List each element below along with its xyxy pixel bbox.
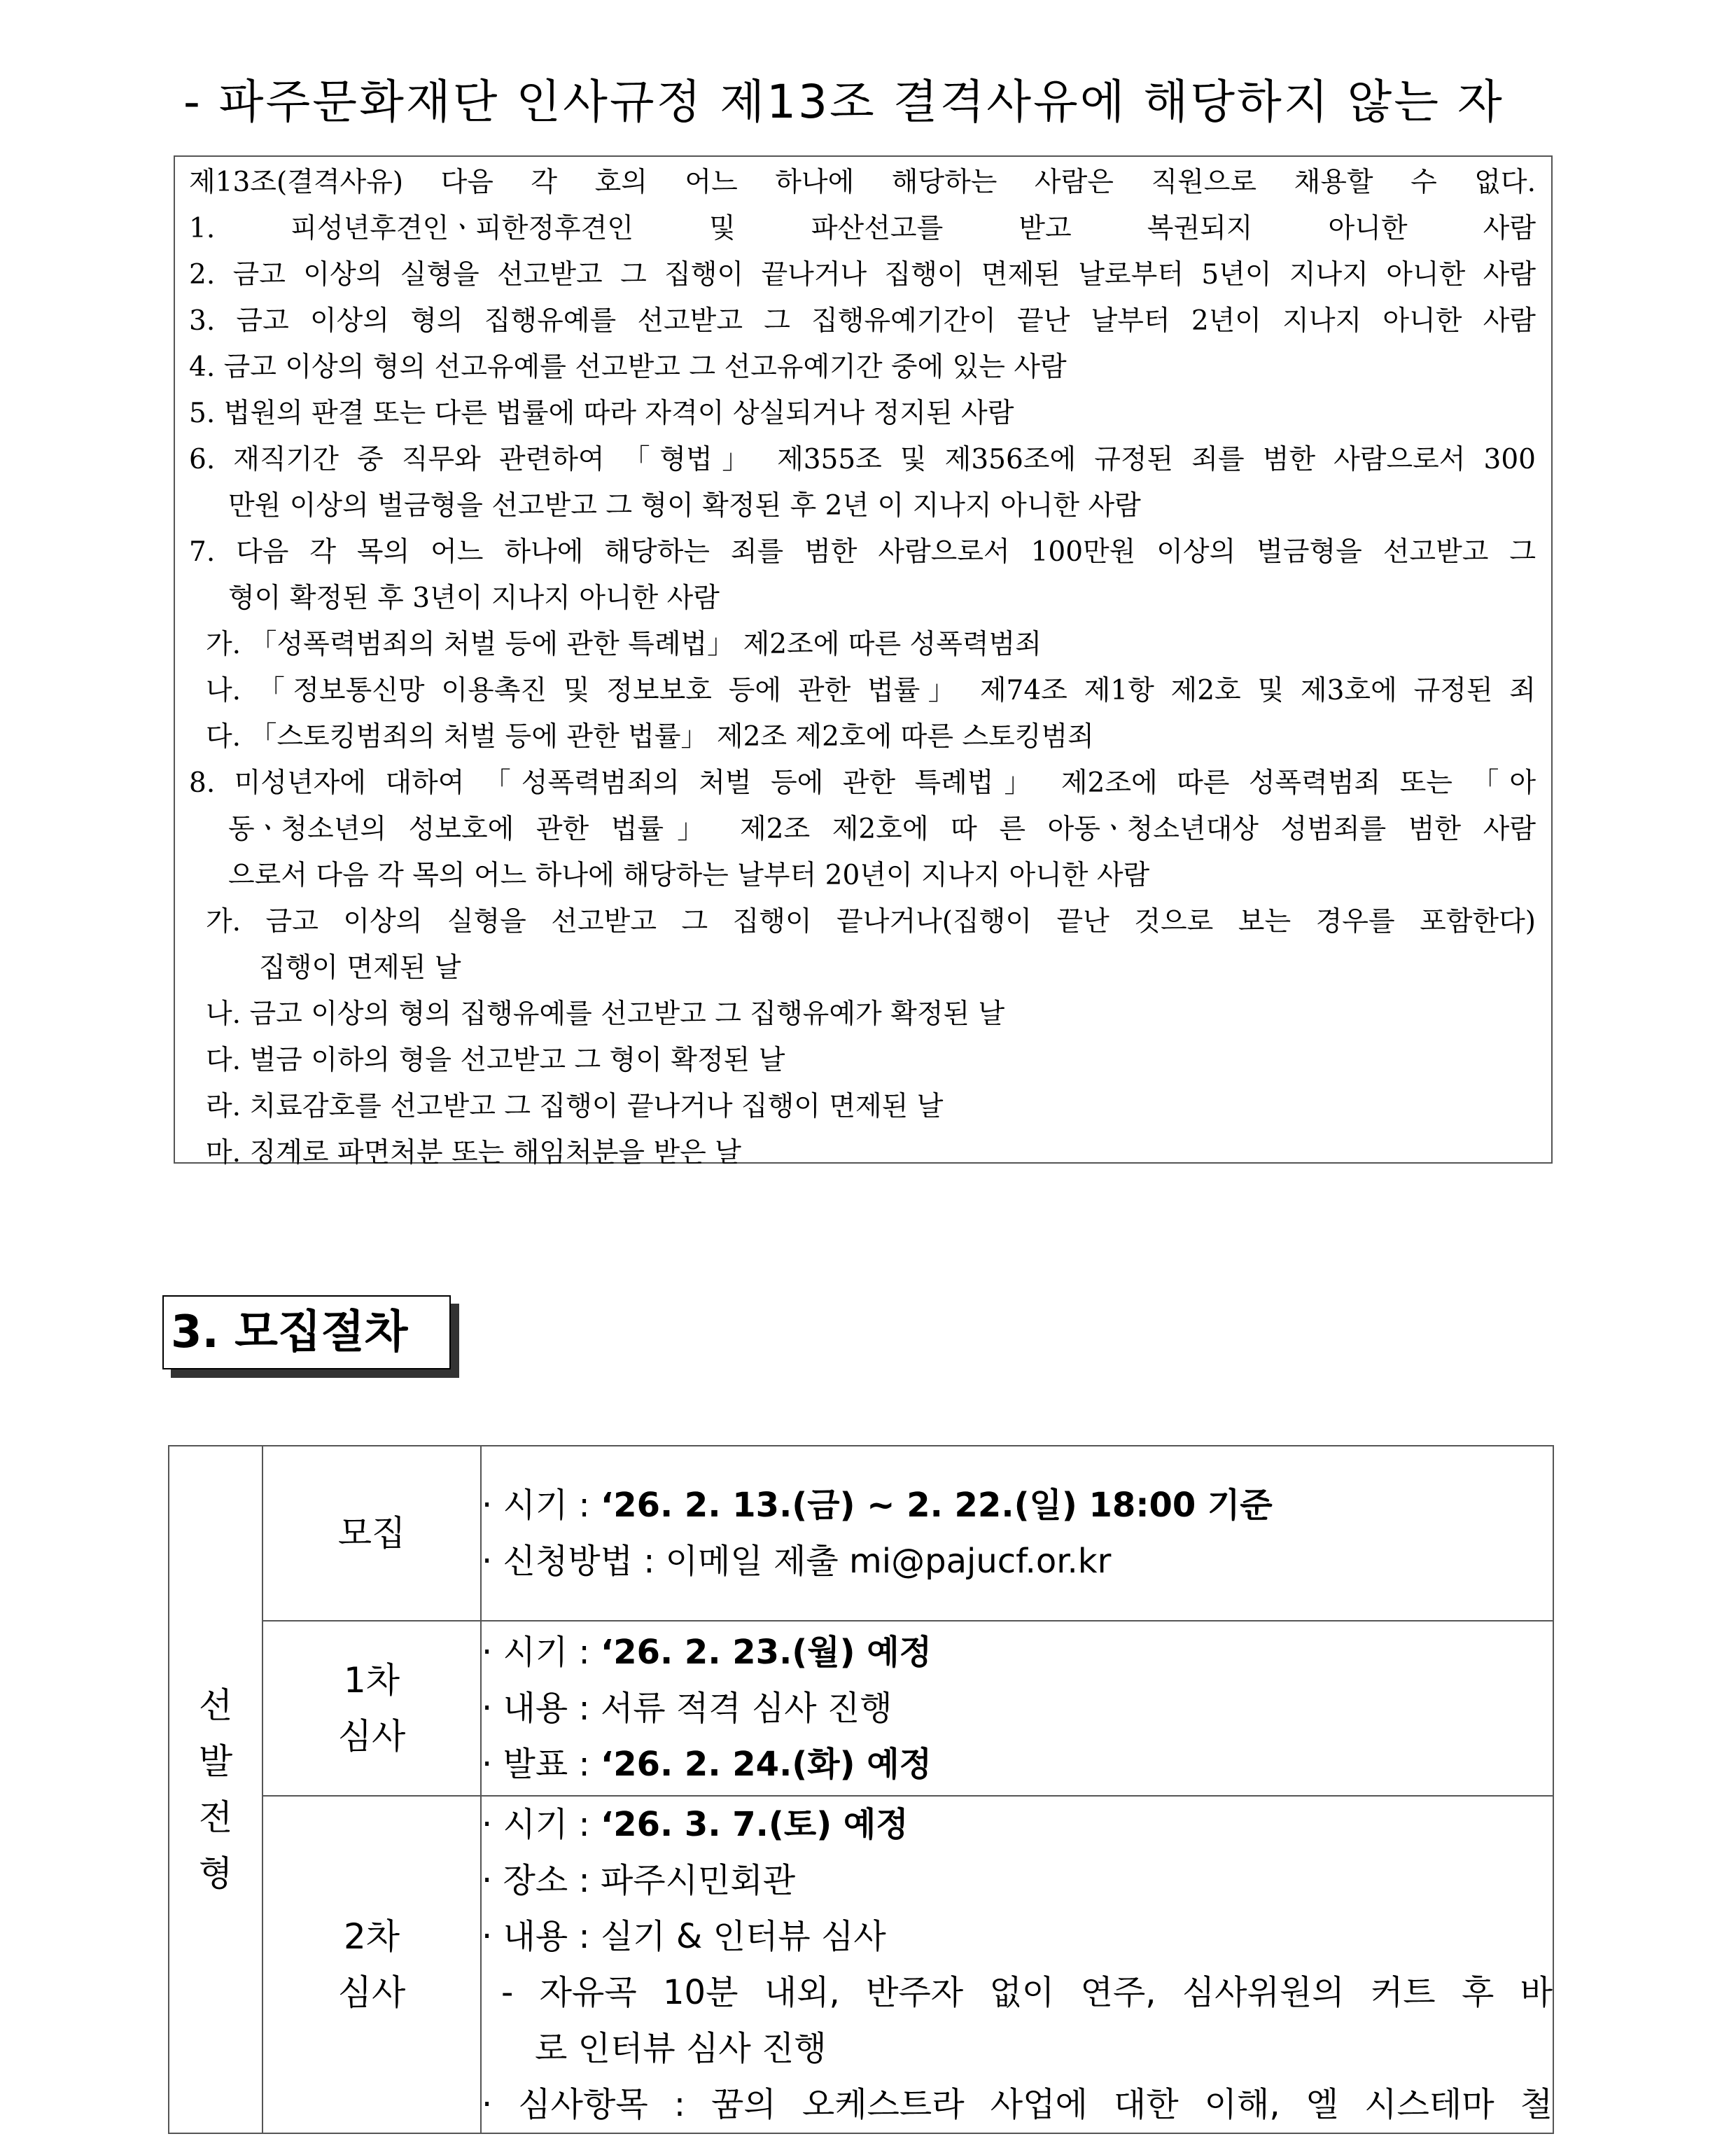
- announcement-label: · 발표 :: [482, 1745, 601, 1784]
- clause-5: 5. 법원의 판결 또는 다른 법률에 따라 자격이 상실되거나 정지된 사람: [189, 398, 1014, 429]
- first-review-details: [481, 1621, 1553, 1796]
- clause-8: 8. 미성년자에 대하여 「성폭력범죄의 처벌 등에 관한 특례법」 제2조에 따른 성폭력범죄 또는 「아: [189, 767, 1536, 799]
- table-row: [169, 1796, 1553, 2133]
- second-review-detail-2: 로 인터뷰 심사 진행: [535, 2029, 827, 2068]
- group-char: 형: [198, 1853, 233, 1894]
- clause-7-cont: 형이 확정된 후 3년이 지나지 아니한 사람: [228, 583, 720, 614]
- clause-8-na: 나. 금고 이상의 형의 집행유예를 선고받고 그 집행유예가 확정된 날: [206, 998, 1005, 1030]
- second-review-detail-1: - 자유곡 10분 내외, 반주자 없이 연주, 심사위원의 커트 후 바: [501, 1973, 1553, 2012]
- second-review-venue: · 장소 : 파주시민회관: [482, 1861, 796, 1900]
- article-13-box: [174, 155, 1553, 1169]
- clause-8-ma: 마. 징계로 파면처분 또는 해임처분을 받은 날: [206, 1137, 741, 1169]
- section-title: 3. 모집절차: [162, 1295, 451, 1369]
- recruit-period: [482, 1477, 1553, 1533]
- clause-7-da: 다. 「스토킹범죄의 처벌 등에 관한 법률」 제2조 제2호에 따른 스토킹범죄: [206, 721, 1094, 753]
- group-char: 선: [198, 1685, 233, 1726]
- second-review-period-label: · 시기 :: [482, 1805, 601, 1844]
- clause-8-cont-1: 동ㆍ청소년의 성보호에 관한 법률」 제2조 제2호에 따 른 아동ㆍ청소년대상 성범죄를 범한 사람: [228, 814, 1536, 845]
- recruit-period-value: ‘26. 2. 13.(금) ~ 2. 22.(일) 18:00 기준: [600, 1486, 1273, 1525]
- first-review-label-1: 1차: [343, 1660, 400, 1701]
- clause-8-da: 다. 벌금 이하의 형을 선고받고 그 형이 확정된 날: [206, 1045, 785, 1076]
- second-review-period-value: ‘26. 3. 7.(토) 예정: [600, 1805, 909, 1844]
- group-char: 전: [198, 1797, 233, 1838]
- recruitment-procedure-table: [168, 1445, 1554, 2134]
- second-review-content: · 내용 : 실기 & 인터뷰 심사: [482, 1917, 886, 1956]
- article-title: 제13조(결격사유) 다음 각 호의 어느 하나에 해당하는 사람은 직원으로 채용할 수 없다.: [189, 167, 1536, 198]
- first-review-period-label: · 시기 :: [482, 1633, 601, 1672]
- second-review-label-1: 2차: [343, 1916, 400, 1957]
- clause-8-ra: 라. 치료감호를 선고받고 그 집행이 끝나거나 집행이 면제된 날: [206, 1091, 944, 1122]
- first-review-period-value: ‘26. 2. 23.(월) 예정: [600, 1633, 932, 1672]
- recruit-label: 모집: [262, 1446, 481, 1621]
- recruit-details: [481, 1446, 1553, 1621]
- eligibility-heading: - 파주문화재단 인사규정 제13조 결격사유에 해당하지 않는 자: [183, 75, 1504, 129]
- clause-1: 1. 피성년후견인ㆍ피한정후견인 및 파산선고를 받고 복권되지 아니한 사람: [189, 213, 1536, 244]
- clause-4: 4. 금고 이상의 형의 선고유예를 선고받고 그 선고유예기간 중에 있는 사람: [189, 351, 1067, 383]
- second-review-label: [262, 1796, 481, 2133]
- clause-8-ga-cont: 집행이 면제된 날: [259, 952, 461, 984]
- clause-8-ga: 가. 금고 이상의 실형을 선고받고 그 집행이 끝나거나(집행이 끝난 것으로 보는 경우를 포함한다): [206, 906, 1536, 937]
- second-review-period: [482, 1797, 1553, 1853]
- first-review-announcement: [482, 1736, 1553, 1792]
- clause-3: 3. 금고 이상의 형의 집행유예를 선고받고 그 집행유예기간이 끝난 날부터 2년이 지나지 아니한 사람: [189, 305, 1536, 337]
- table-row: [169, 1446, 1553, 1621]
- group-char: 발: [198, 1741, 233, 1782]
- first-review-label-2: 심사: [337, 1716, 406, 1757]
- first-review-label: [262, 1621, 481, 1796]
- announcement-value: ‘26. 2. 24.(화) 예정: [600, 1745, 932, 1784]
- clause-2: 2. 금고 이상의 실형을 선고받고 그 집행이 끝나거나 집행이 면제된 날로부터 5년이 지나지 아니한 사람: [189, 259, 1536, 291]
- table-row: [169, 1621, 1553, 1796]
- first-review-content: · 내용 : 서류 적격 심사 진행: [482, 1689, 892, 1728]
- clause-8-cont-2: 으로서 다음 각 목의 어느 하나에 해당하는 날부터 20년이 지나지 아니한 사람: [228, 860, 1150, 891]
- selection-process-label: [169, 1446, 262, 2133]
- clause-6-cont: 만원 이상의 벌금형을 선고받고 그 형이 확정된 후 2년 이 지나지 아니한 사람: [228, 490, 1141, 522]
- second-review-details: [481, 1796, 1553, 2133]
- recruit-period-label: · 시기 :: [482, 1486, 601, 1525]
- first-review-period: [482, 1624, 1553, 1680]
- clause-6: 6. 재직기간 중 직무와 관련하여 「형법」 제355조 및 제356조에 규정된 죄를 범한 사람으로서 300: [189, 444, 1536, 475]
- second-review-label-2: 심사: [337, 1972, 406, 2013]
- clause-7-na: 나. 「정보통신망 이용촉진 및 정보보호 등에 관한 법률」 제74조 제1항 제2호 및 제3호에 규정된 죄: [206, 675, 1536, 706]
- clause-7-ga: 가. 「성폭력범죄의 처벌 등에 관한 특례법」 제2조에 따른 성폭력범죄: [206, 629, 1042, 660]
- evaluation-criteria: · 심사항목 : 꿈의 오케스트라 사업에 대한 이해, 엘 시스테마 철: [482, 2085, 1553, 2124]
- clause-7: 7. 다음 각 목의 어느 하나에 해당하는 죄를 범한 사람으로서 100만원 이상의 벌금형을 선고받고 그: [189, 536, 1536, 568]
- recruit-method: · 신청방법 : 이메일 제출 mi@pajucf.or.kr: [482, 1542, 1112, 1581]
